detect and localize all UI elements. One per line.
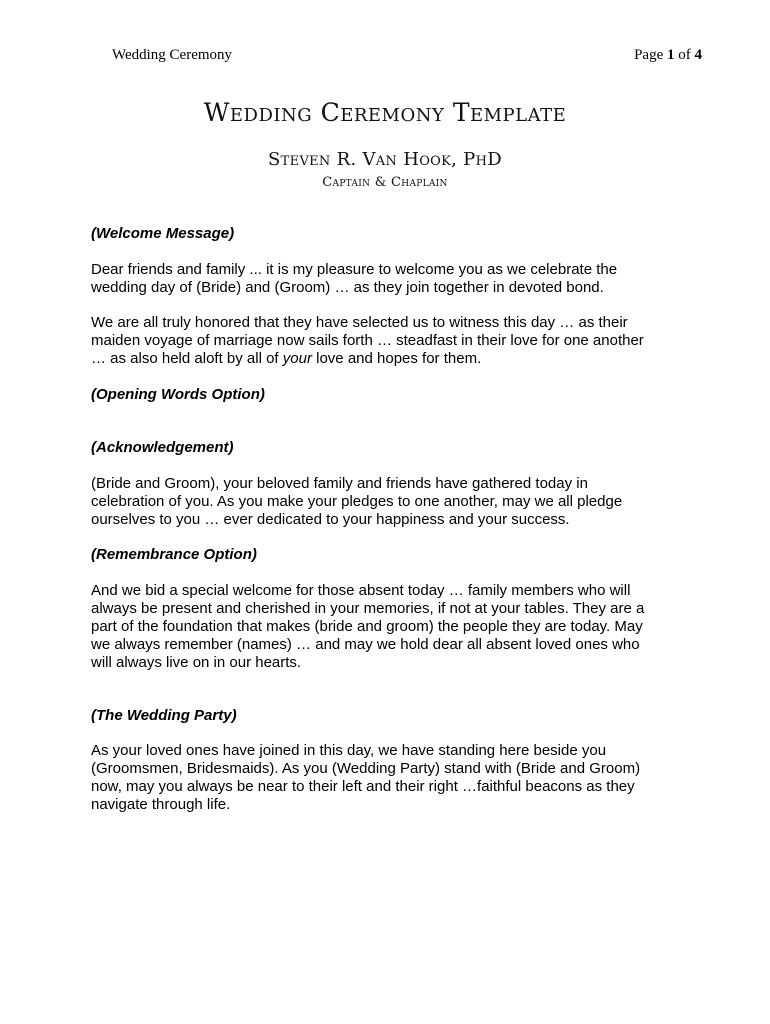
welcome-p2-text-a: We are all truly honored that they have selected us to witness this day … as their maiden voyage of marriage now sails forth … steadfast in their love for one another … as also held aloft by all of	[91, 314, 644, 367]
page-current: 1	[667, 47, 675, 63]
welcome-paragraph-2	[91, 314, 661, 368]
page-of: of	[674, 47, 695, 63]
welcome-p2-emphasis: your	[282, 350, 312, 367]
page-number	[634, 47, 702, 64]
document-title: Wedding Ceremony Template	[203, 98, 567, 127]
page-total: 4	[694, 47, 702, 63]
page-prefix: Page	[634, 47, 667, 63]
remembrance-paragraph: And we bid a special welcome for those absent today … family members who will always be present and cherished in your memories, if not at your tables. They are a part of the foundation that makes (bride and groom) the people they are today. May we always remember (names) … and may we hold dear all absent loved ones who will always live on in our hearts.	[91, 582, 645, 671]
opening-words-heading: (Opening Words Option)	[91, 386, 265, 403]
acknowledgement-heading: (Acknowledgement)	[91, 439, 234, 456]
remembrance-heading: (Remembrance Option)	[91, 546, 257, 563]
wedding-party-heading: (The Wedding Party)	[91, 707, 237, 724]
author-role: Captain & Chaplain	[322, 175, 448, 190]
welcome-heading: (Welcome Message)	[91, 225, 235, 242]
welcome-p2-text-b: love and hopes for them.	[311, 350, 482, 367]
welcome-paragraph-1: Dear friends and family ... it is my pleasure to welcome you as we celebrate the wedding day of (Bride) and (Groom) … as they join together in devoted bond.	[91, 261, 618, 296]
running-header-title: Wedding Ceremony	[112, 47, 233, 63]
author-name: Steven R. Van Hook, PhD	[268, 149, 502, 170]
wedding-party-paragraph: As your loved ones have joined in this day, we have standing here beside you (Groomsmen, Bridesmaids). As you (Wedding Party) stand with (Bride and Groom) now, may you always be near to their left and their right …faithful beacons as they navigate through life.	[91, 742, 641, 813]
acknowledgement-paragraph: (Bride and Groom), your beloved family and friends have gathered today in celebration of you. As you make your pledges to one another, may we all pledge ourselves to you … ever dedicated to your happiness and your success.	[91, 475, 623, 528]
